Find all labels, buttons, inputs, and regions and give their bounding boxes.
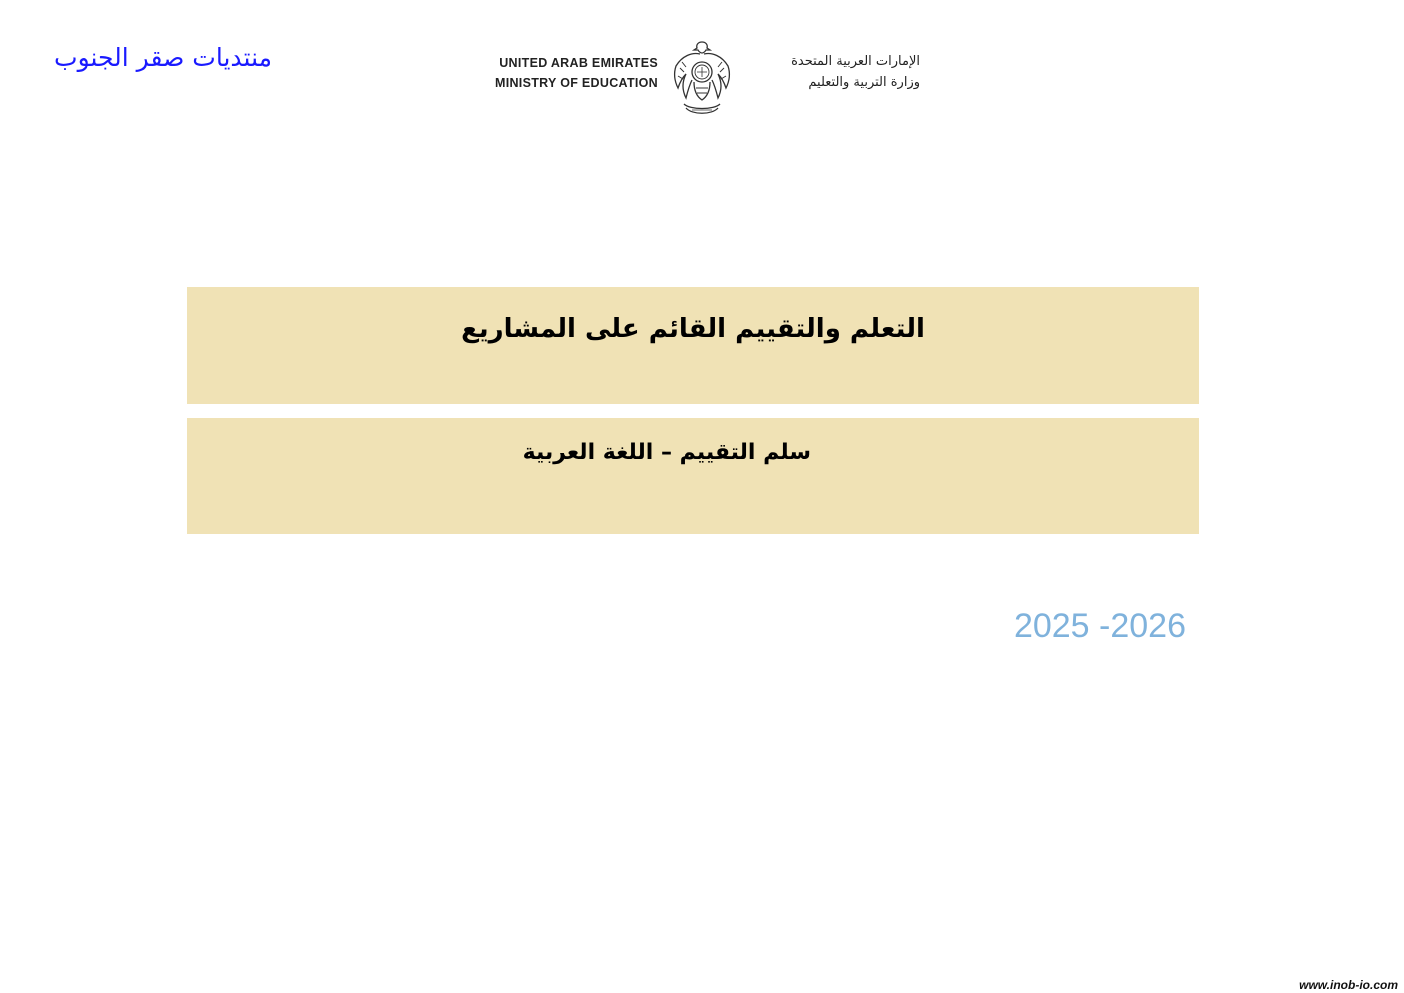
ministry-arabic-name: [746, 51, 920, 93]
ministry-arabic-line2: وزارة التربية والتعليم: [808, 75, 920, 90]
ministry-english-line1: UNITED ARAB EMIRATES: [499, 56, 658, 70]
forum-name: منتديات صقر الجنوب: [54, 43, 272, 72]
ministry-header: [480, 38, 920, 120]
document-subtitle: سلم التقييم – اللغة العربية: [522, 440, 811, 465]
subtitle-banner: [187, 418, 1199, 534]
title-banner: [187, 287, 1199, 404]
uae-falcon-emblem-icon: [670, 38, 734, 118]
ministry-english-name: [495, 53, 658, 93]
footer-url: www.inob-io.com: [1299, 978, 1398, 992]
academic-year: 2025 -2026: [1013, 607, 1186, 645]
ministry-english-line2: MINISTRY OF EDUCATION: [494, 76, 658, 90]
document-title: التعلم والتقييم القائم على المشاريع: [461, 314, 925, 344]
ministry-arabic-line1: الإمارات العربية المتحدة: [791, 54, 920, 69]
